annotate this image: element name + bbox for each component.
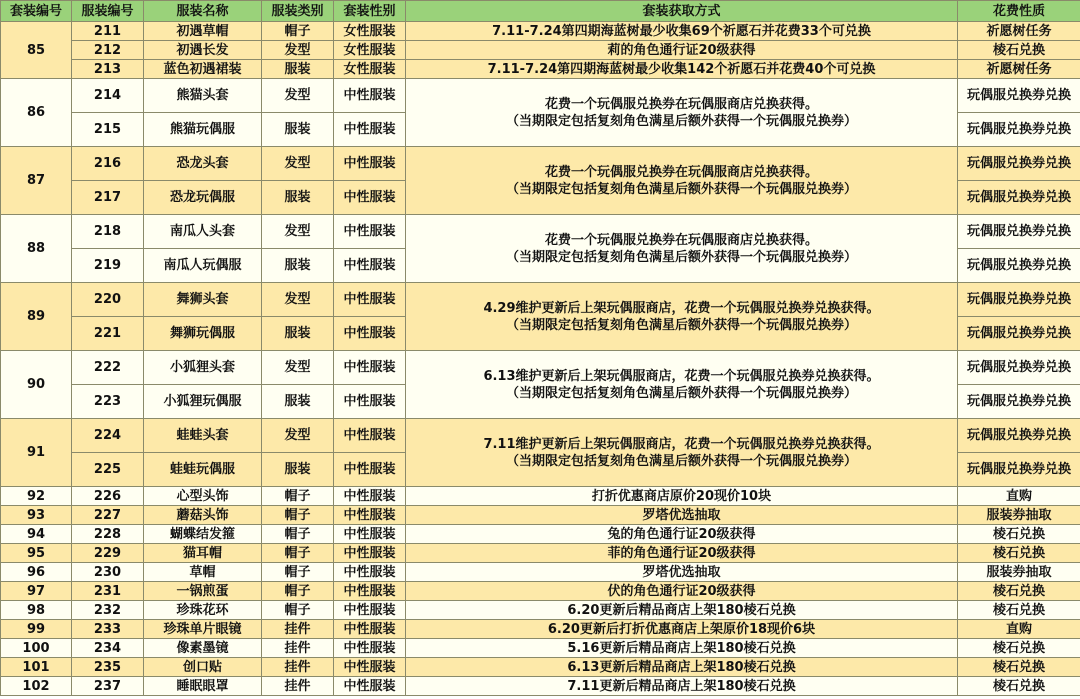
cost-type-cell: 祈愿树任务 (958, 22, 1080, 41)
table-row (1, 677, 1080, 696)
table-row (1, 147, 1080, 181)
item-category-cell: 挂件 (262, 677, 334, 696)
header-item-no: 服装编号 (72, 1, 144, 22)
header-item-category: 服装类别 (262, 1, 334, 22)
cost-type-cell: 祈愿树任务 (958, 60, 1080, 79)
method-cell: 5.16更新后精品商店上架180棱石兑换 (406, 639, 958, 658)
item-number-cell: 223 (72, 385, 144, 419)
table-row (1, 60, 1080, 79)
item-number-cell: 232 (72, 601, 144, 620)
item-name-cell: 蝴蝶结发箍 (144, 525, 262, 544)
cost-type-cell: 棱石兑换 (958, 658, 1080, 677)
set-number-cell: 100 (1, 639, 72, 658)
header-acquisition-method: 套装获取方式 (406, 1, 958, 22)
item-number-cell: 234 (72, 639, 144, 658)
method-cell: 6.20更新后打折优惠商店上架原价18现价6块 (406, 620, 958, 639)
item-name-cell: 南瓜人头套 (144, 215, 262, 249)
item-number-cell: 219 (72, 249, 144, 283)
item-name-cell: 南瓜人玩偶服 (144, 249, 262, 283)
header-set-gender: 套装性别 (334, 1, 406, 22)
cost-type-cell: 玩偶服兑换券兑换 (958, 249, 1080, 283)
cost-type-cell: 服装券抽取 (958, 563, 1080, 582)
item-category-cell: 挂件 (262, 620, 334, 639)
gender-cell: 中性服装 (334, 658, 406, 677)
cost-type-cell: 玩偶服兑换券兑换 (958, 419, 1080, 453)
gender-cell: 中性服装 (334, 525, 406, 544)
set-number-cell: 92 (1, 487, 72, 506)
item-number-cell: 212 (72, 41, 144, 60)
method-cell: 花费一个玩偶服兑换券在玩偶服商店兑换获得。 （当期限定包括复刻角色满星后额外获得一个玩偶服兑换券） (406, 147, 958, 215)
method-cell: 花费一个玩偶服兑换券在玩偶服商店兑换获得。 （当期限定包括复刻角色满星后额外获得一个玩偶服兑换券） (406, 79, 958, 147)
item-number-cell: 217 (72, 181, 144, 215)
item-category-cell: 发型 (262, 351, 334, 385)
header-set-no: 套装编号 (1, 1, 72, 22)
item-category-cell: 帽子 (262, 544, 334, 563)
set-number-cell: 85 (1, 22, 72, 79)
method-cell: 伏的角色通行证20级获得 (406, 582, 958, 601)
item-category-cell: 服装 (262, 181, 334, 215)
table-row (1, 525, 1080, 544)
method-cell: 罗塔优选抽取 (406, 563, 958, 582)
item-name-cell: 熊猫头套 (144, 79, 262, 113)
item-number-cell: 225 (72, 453, 144, 487)
table-row (1, 544, 1080, 563)
item-name-cell: 睡眠眼罩 (144, 677, 262, 696)
cost-type-cell: 玩偶服兑换券兑换 (958, 181, 1080, 215)
table-row (1, 351, 1080, 385)
set-number-cell: 97 (1, 582, 72, 601)
gender-cell: 中性服装 (334, 249, 406, 283)
item-number-cell: 233 (72, 620, 144, 639)
item-category-cell: 帽子 (262, 601, 334, 620)
cost-type-cell: 玩偶服兑换券兑换 (958, 79, 1080, 113)
item-number-cell: 229 (72, 544, 144, 563)
method-cell: 莉的角色通行证20级获得 (406, 41, 958, 60)
set-number-cell: 101 (1, 658, 72, 677)
item-category-cell: 帽子 (262, 525, 334, 544)
cost-type-cell: 棱石兑换 (958, 41, 1080, 60)
method-cell: 6.13维护更新后上架玩偶服商店，花费一个玩偶服兑换券兑换获得。 （当期限定包括复刻角色满星后额外获得一个玩偶服兑换券） (406, 351, 958, 419)
set-number-cell: 93 (1, 506, 72, 525)
item-name-cell: 舞狮玩偶服 (144, 317, 262, 351)
set-number-cell: 88 (1, 215, 72, 283)
gender-cell: 中性服装 (334, 582, 406, 601)
set-number-cell: 99 (1, 620, 72, 639)
table-row (1, 658, 1080, 677)
method-cell: 7.11维护更新后上架玩偶服商店，花费一个玩偶服兑换券兑换获得。 （当期限定包括复刻角色满星后额外获得一个玩偶服兑换券） (406, 419, 958, 487)
header-row (1, 1, 1080, 22)
table-row (1, 41, 1080, 60)
item-category-cell: 发型 (262, 147, 334, 181)
item-name-cell: 蓝色初遇裙装 (144, 60, 262, 79)
gender-cell: 中性服装 (334, 419, 406, 453)
gender-cell: 中性服装 (334, 620, 406, 639)
table-row (1, 582, 1080, 601)
set-number-cell: 98 (1, 601, 72, 620)
table-row (1, 487, 1080, 506)
cost-type-cell: 棱石兑换 (958, 601, 1080, 620)
header-item-name: 服装名称 (144, 1, 262, 22)
item-number-cell: 221 (72, 317, 144, 351)
gender-cell: 女性服装 (334, 22, 406, 41)
item-name-cell: 小狐狸头套 (144, 351, 262, 385)
item-number-cell: 237 (72, 677, 144, 696)
item-name-cell: 初遇长发 (144, 41, 262, 60)
table-row (1, 639, 1080, 658)
gender-cell: 中性服装 (334, 487, 406, 506)
item-name-cell: 草帽 (144, 563, 262, 582)
item-category-cell: 发型 (262, 41, 334, 60)
item-category-cell: 发型 (262, 79, 334, 113)
gender-cell: 中性服装 (334, 563, 406, 582)
item-name-cell: 珍珠花环 (144, 601, 262, 620)
gender-cell: 中性服装 (334, 283, 406, 317)
method-cell: 6.20更新后精品商店上架180棱石兑换 (406, 601, 958, 620)
item-category-cell: 服装 (262, 60, 334, 79)
item-category-cell: 帽子 (262, 22, 334, 41)
item-category-cell: 挂件 (262, 658, 334, 677)
item-number-cell: 222 (72, 351, 144, 385)
item-number-cell: 235 (72, 658, 144, 677)
item-name-cell: 熊猫玩偶服 (144, 113, 262, 147)
item-category-cell: 帽子 (262, 582, 334, 601)
table-row (1, 620, 1080, 639)
gender-cell: 中性服装 (334, 113, 406, 147)
method-cell: 7.11-7.24第四期海蓝树最少收集69个祈愿石并花费33个可兑换 (406, 22, 958, 41)
set-number-cell: 91 (1, 419, 72, 487)
method-cell: 6.13更新后精品商店上架180棱石兑换 (406, 658, 958, 677)
table-row (1, 283, 1080, 317)
set-number-cell: 90 (1, 351, 72, 419)
item-category-cell: 服装 (262, 249, 334, 283)
cost-type-cell: 服装券抽取 (958, 506, 1080, 525)
item-number-cell: 216 (72, 147, 144, 181)
gender-cell: 中性服装 (334, 453, 406, 487)
item-name-cell: 蘑菇头饰 (144, 506, 262, 525)
item-number-cell: 226 (72, 487, 144, 506)
cost-type-cell: 直购 (958, 487, 1080, 506)
item-number-cell: 220 (72, 283, 144, 317)
set-number-cell: 86 (1, 79, 72, 147)
cost-type-cell: 直购 (958, 620, 1080, 639)
item-name-cell: 珍珠单片眼镜 (144, 620, 262, 639)
gender-cell: 中性服装 (334, 506, 406, 525)
item-category-cell: 服装 (262, 453, 334, 487)
item-name-cell: 像素墨镜 (144, 639, 262, 658)
item-name-cell: 恐龙头套 (144, 147, 262, 181)
gender-cell: 中性服装 (334, 601, 406, 620)
method-cell: 7.11-7.24第四期海蓝树最少收集142个祈愿石并花费40个可兑换 (406, 60, 958, 79)
item-number-cell: 214 (72, 79, 144, 113)
method-cell: 菲的角色通行证20级获得 (406, 544, 958, 563)
table-row (1, 419, 1080, 453)
table-row (1, 601, 1080, 620)
item-number-cell: 211 (72, 22, 144, 41)
item-category-cell: 帽子 (262, 506, 334, 525)
item-number-cell: 227 (72, 506, 144, 525)
item-name-cell: 恐龙玩偶服 (144, 181, 262, 215)
gender-cell: 中性服装 (334, 215, 406, 249)
item-number-cell: 228 (72, 525, 144, 544)
gender-cell: 中性服装 (334, 544, 406, 563)
set-number-cell: 95 (1, 544, 72, 563)
cost-type-cell: 玩偶服兑换券兑换 (958, 317, 1080, 351)
table-row (1, 79, 1080, 113)
gender-cell: 中性服装 (334, 351, 406, 385)
set-number-cell: 89 (1, 283, 72, 351)
gender-cell: 女性服装 (334, 60, 406, 79)
gender-cell: 中性服装 (334, 181, 406, 215)
cost-type-cell: 棱石兑换 (958, 544, 1080, 563)
item-number-cell: 218 (72, 215, 144, 249)
gender-cell: 中性服装 (334, 317, 406, 351)
cost-type-cell: 玩偶服兑换券兑换 (958, 215, 1080, 249)
method-cell: 兔的角色通行证20级获得 (406, 525, 958, 544)
gender-cell: 中性服装 (334, 639, 406, 658)
set-number-cell: 102 (1, 677, 72, 696)
item-category-cell: 发型 (262, 283, 334, 317)
set-number-cell: 96 (1, 563, 72, 582)
item-number-cell: 213 (72, 60, 144, 79)
cost-type-cell: 棱石兑换 (958, 677, 1080, 696)
cost-type-cell: 玩偶服兑换券兑换 (958, 453, 1080, 487)
item-number-cell: 230 (72, 563, 144, 582)
item-category-cell: 帽子 (262, 563, 334, 582)
item-category-cell: 服装 (262, 317, 334, 351)
table-row (1, 22, 1080, 41)
gender-cell: 中性服装 (334, 79, 406, 113)
cost-type-cell: 棱石兑换 (958, 639, 1080, 658)
method-cell: 打折优惠商店原价20现价10块 (406, 487, 958, 506)
cost-type-cell: 玩偶服兑换券兑换 (958, 283, 1080, 317)
gender-cell: 中性服装 (334, 385, 406, 419)
method-cell: 罗塔优选抽取 (406, 506, 958, 525)
item-category-cell: 挂件 (262, 639, 334, 658)
item-name-cell: 蛙蛙玩偶服 (144, 453, 262, 487)
table-row (1, 563, 1080, 582)
method-cell: 花费一个玩偶服兑换券在玩偶服商店兑换获得。 （当期限定包括复刻角色满星后额外获得一个玩偶服兑换券） (406, 215, 958, 283)
item-number-cell: 215 (72, 113, 144, 147)
item-name-cell: 心型头饰 (144, 487, 262, 506)
cost-type-cell: 棱石兑换 (958, 525, 1080, 544)
cost-type-cell: 玩偶服兑换券兑换 (958, 351, 1080, 385)
item-name-cell: 小狐狸玩偶服 (144, 385, 262, 419)
header-cost-type: 花费性质 (958, 1, 1080, 22)
method-cell: 4.29维护更新后上架玩偶服商店，花费一个玩偶服兑换券兑换获得。 （当期限定包括复刻角色满星后额外获得一个玩偶服兑换券） (406, 283, 958, 351)
gender-cell: 中性服装 (334, 147, 406, 181)
item-number-cell: 224 (72, 419, 144, 453)
cost-type-cell: 玩偶服兑换券兑换 (958, 113, 1080, 147)
gender-cell: 女性服装 (334, 41, 406, 60)
item-category-cell: 帽子 (262, 487, 334, 506)
item-name-cell: 初遇草帽 (144, 22, 262, 41)
gender-cell: 中性服装 (334, 677, 406, 696)
item-category-cell: 发型 (262, 215, 334, 249)
table-row (1, 506, 1080, 525)
item-name-cell: 一锅煎蛋 (144, 582, 262, 601)
item-category-cell: 发型 (262, 419, 334, 453)
cost-type-cell: 玩偶服兑换券兑换 (958, 147, 1080, 181)
item-name-cell: 猫耳帽 (144, 544, 262, 563)
method-cell: 7.11更新后精品商店上架180棱石兑换 (406, 677, 958, 696)
item-category-cell: 服装 (262, 113, 334, 147)
item-name-cell: 蛙蛙头套 (144, 419, 262, 453)
item-category-cell: 服装 (262, 385, 334, 419)
item-number-cell: 231 (72, 582, 144, 601)
cost-type-cell: 玩偶服兑换券兑换 (958, 385, 1080, 419)
table-row (1, 215, 1080, 249)
item-name-cell: 创口贴 (144, 658, 262, 677)
set-number-cell: 87 (1, 147, 72, 215)
cost-type-cell: 棱石兑换 (958, 582, 1080, 601)
item-name-cell: 舞狮头套 (144, 283, 262, 317)
set-number-cell: 94 (1, 525, 72, 544)
